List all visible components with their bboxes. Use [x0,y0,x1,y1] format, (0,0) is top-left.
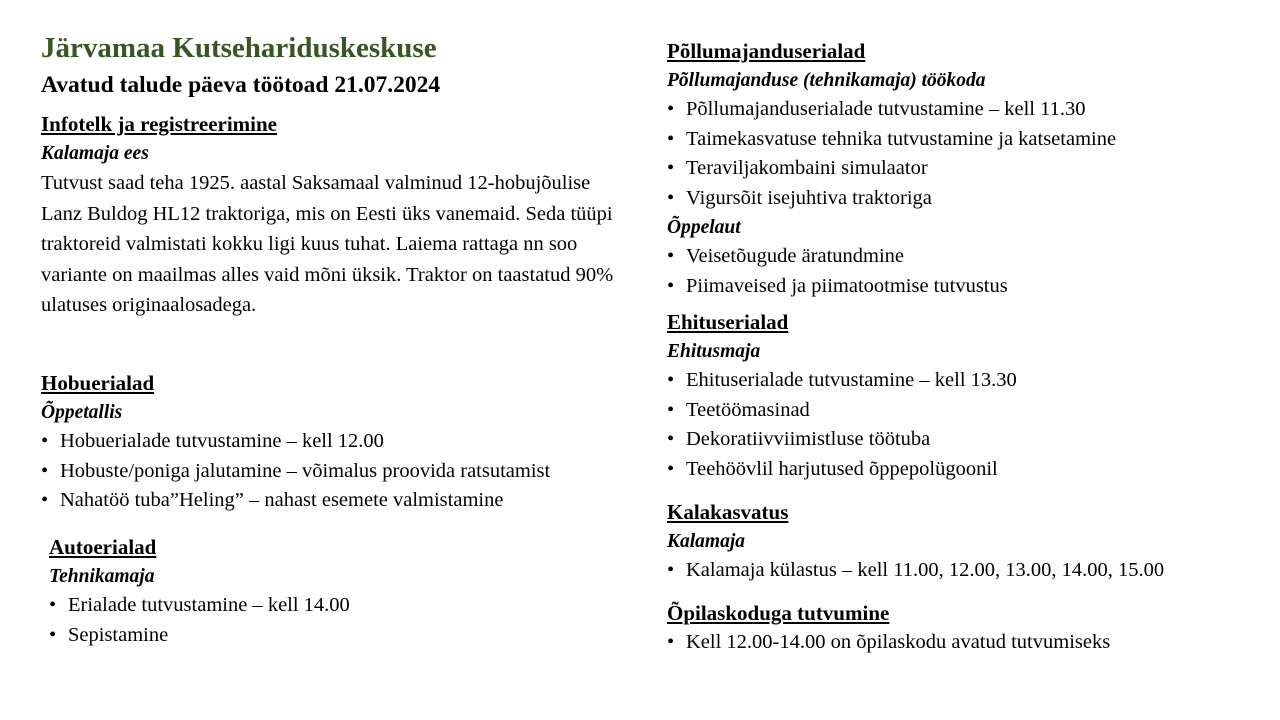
bullet-list [667,242,1116,301]
list-item [667,184,1116,214]
list-item-text: Nahatöö tuba”Heling” – nahast esemete valmistamine [60,489,504,512]
bullet-list [667,628,1110,658]
list-item-text: Hobuste/poniga jalutamine – võimalus proovida ratsutamist [60,459,551,482]
bullet-list [667,95,1116,213]
page-title: Järvamaa Kutsehariduskeskuse [41,32,437,64]
list-item-text: Taimekasvatuse tehnika tutvustamine ja katsetamine [686,127,1117,150]
section-hobuerialad [41,369,550,516]
section-location: Põllumajanduse (tehnikamaja) töökoda [667,70,986,91]
bullet-dot: • [667,157,675,180]
section-heading: Õpilaskoduga tutvumine [667,601,890,625]
section-location: Tehnikamaja [49,566,155,587]
bullet-dot: • [49,623,57,646]
section-heading: Põllumajanduserialad [667,39,866,63]
list-item [667,95,1116,125]
list-item [667,455,1017,485]
bullet-dot: • [667,369,675,391]
list-item [667,154,1116,184]
list-item-text: Dekoratiivviimistluse töötuba [686,428,931,451]
bullet-dot: • [667,98,675,120]
section-location: Kalamaja [667,531,746,552]
list-item [667,242,1116,272]
page-subtitle: Avatud talude päeva töötoad 21.07.2024 [41,72,441,98]
list-item-text: Kalamaja külastus – kell 11.00, 12.00, 13.00, 14.00, 15.00 [686,559,1165,581]
bullet-list [667,556,1164,586]
section-opilaskodu [667,599,1110,658]
list-item-text: Erialade tutvustamine – kell 14.00 [68,594,350,616]
section-ehituserialad [667,308,1017,484]
bullet-dot: • [667,274,675,297]
bullet-dot: • [667,559,675,581]
bullet-dot: • [667,245,675,268]
list-item [41,486,550,516]
bullet-list [49,591,350,650]
bullet-dot: • [667,457,675,480]
list-item-text: Teetöömasinad [686,398,810,421]
list-item [667,125,1116,155]
section-kalakasvatus [667,498,1164,586]
section-location: Õppelaut [667,217,741,239]
list-item [667,396,1017,426]
list-item-text: Põllumajanduserialade tutvustamine – kell 11.30 [686,98,1086,120]
list-item [667,272,1116,302]
list-item-text: Hobuerialade tutvustamine – kell 12.00 [60,430,384,452]
list-item-text: Teraviljakombaini simulaator [686,157,928,180]
list-item-text: Sepistamine [68,623,169,646]
bullet-dot: • [41,430,49,452]
section-infotelk [41,110,631,321]
list-item [667,628,1110,658]
section-paragraph: Tutvust saad teha 1925. aastal Saksamaal valminud 12-hobujõulise Lanz Buldog HL12 traktoriga, mis on Eesti üks vanemaid. Seda tüüpi traktoreid valmistati kokku ligi kuus tuhat. Laiema rattaga nn soo variante on maailmas alles vaid mõni üksik. Traktor on taastatud 90% ulatuses originaalosadega. [41,172,614,317]
bullet-dot: • [49,594,57,616]
list-item-text: Ehituserialade tutvustamine – kell 13.30 [686,369,1017,391]
section-location: Kalamaja ees [41,143,149,164]
list-item-text: Vigursõit isejuhtiva traktoriga [686,186,932,209]
bullet-list [667,366,1017,484]
list-item [667,425,1017,455]
section-pollumajandus [667,37,1116,302]
bullet-dot: • [667,186,675,209]
section-heading: Kalakasvatus [667,500,789,524]
section-heading: Autoerialad [49,535,157,559]
bullet-dot: • [667,398,675,421]
list-item-text: Teehöövlil harjutused õppepolügoonil [686,457,998,480]
list-item-text: Kell 12.00-14.00 on õpilaskodu avatud tutvumiseks [686,631,1111,653]
list-item [41,427,550,457]
section-location: Õppetallis [41,402,123,423]
list-item-text: Piimaveised ja piimatootmise tutvustus [686,274,1008,297]
bullet-dot: • [667,631,675,653]
bullet-dot: • [41,459,49,482]
list-item [41,457,550,487]
list-item [49,621,350,651]
list-item-text: Veisetõugude äratundmine [686,245,905,268]
bullet-dot: • [41,489,49,512]
section-autoerialad [49,533,350,650]
bullet-dot: • [667,127,675,150]
list-item [49,591,350,621]
section-heading: Ehituserialad [667,310,789,334]
bullet-list [41,427,550,516]
list-item [667,366,1017,396]
section-heading: Infotelk ja registreerimine [41,112,277,136]
bullet-dot: • [667,428,675,451]
section-location: Ehitusmaja [667,341,761,362]
list-item [667,556,1164,586]
section-heading: Hobuerialad [41,371,155,395]
